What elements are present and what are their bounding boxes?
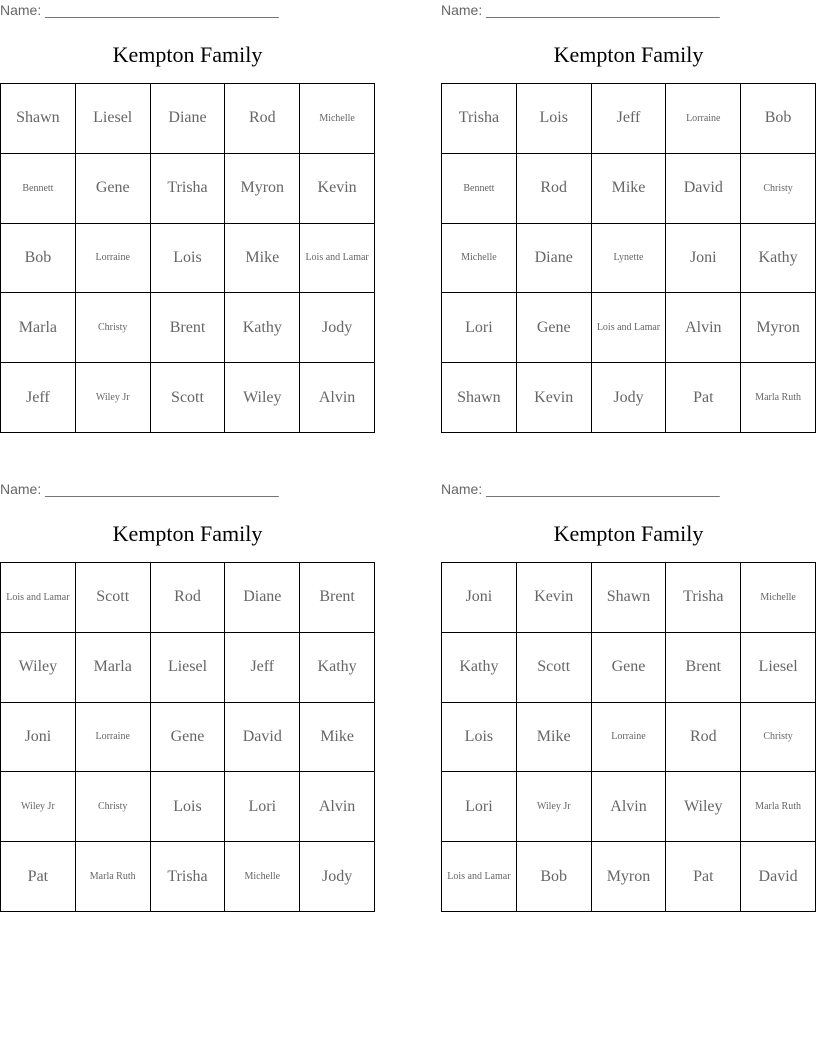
bingo-cell: Wiley [1, 633, 76, 703]
bingo-cell: Lori [442, 293, 517, 363]
bingo-cell: Rod [151, 563, 226, 633]
bingo-cell: Jody [300, 293, 375, 363]
bingo-cell: Diane [517, 224, 592, 294]
bingo-cell: Lois and Lamar [592, 293, 667, 363]
card-title: Kempton Family [553, 42, 704, 67]
bingo-grid [441, 83, 816, 433]
bingo-cell: Marla Ruth [741, 363, 816, 433]
bingo-cell: Michelle [300, 84, 375, 154]
bingo-cell: Mike [300, 703, 375, 773]
bingo-cell: Brent [666, 633, 741, 703]
bingo-cell: Christy [76, 772, 151, 842]
bingo-cell: Rod [666, 703, 741, 773]
bingo-cell: Rod [225, 84, 300, 154]
bingo-cell: Marla Ruth [76, 842, 151, 912]
name-field[interactable]: Name: ______________________________ [0, 2, 279, 18]
bingo-cell: Marla [1, 293, 76, 363]
bingo-cell: Lois [151, 224, 226, 294]
bingo-cell: Mike [225, 224, 300, 294]
name-field[interactable]: Name: ______________________________ [441, 481, 720, 497]
bingo-cell: Gene [517, 293, 592, 363]
name-field[interactable]: Name: ______________________________ [441, 2, 720, 18]
bingo-cell: Scott [76, 563, 151, 633]
bingo-cell: Lorraine [76, 224, 151, 294]
bingo-cell: Jeff [1, 363, 76, 433]
bingo-cell: Wiley Jr [76, 363, 151, 433]
bingo-cell: Lois [151, 772, 226, 842]
bingo-cell: Joni [666, 224, 741, 294]
bingo-cell: Bob [1, 224, 76, 294]
bingo-cell: David [666, 154, 741, 224]
bingo-cell: Liesel [76, 84, 151, 154]
bingo-cell: Trisha [151, 154, 226, 224]
bingo-cell: Pat [666, 363, 741, 433]
bingo-cell: Bennett [1, 154, 76, 224]
bingo-cell: Lori [225, 772, 300, 842]
bingo-card-4 [441, 479, 816, 911]
bingo-cell: Lynette [592, 224, 667, 294]
bingo-cell: Alvin [300, 363, 375, 433]
card-title: Kempton Family [112, 521, 263, 546]
bingo-cell: Bennett [442, 154, 517, 224]
bingo-cell: Kevin [300, 154, 375, 224]
bingo-cell: Trisha [442, 84, 517, 154]
bingo-cell: Scott [517, 633, 592, 703]
bingo-cell: David [741, 842, 816, 912]
name-field[interactable]: Name: ______________________________ [0, 481, 279, 497]
bingo-cell: Jody [300, 842, 375, 912]
bingo-cell: Lori [442, 772, 517, 842]
bingo-cell: Trisha [666, 563, 741, 633]
bingo-card-1 [0, 0, 375, 432]
bingo-cell: Jeff [592, 84, 667, 154]
bingo-cell: Pat [666, 842, 741, 912]
bingo-cell: Wiley [666, 772, 741, 842]
bingo-card-2 [441, 0, 816, 432]
bingo-cell: Christy [741, 154, 816, 224]
bingo-cell: Joni [442, 563, 517, 633]
bingo-cell: Alvin [592, 772, 667, 842]
bingo-cell: Wiley Jr [517, 772, 592, 842]
bingo-cell: Alvin [666, 293, 741, 363]
bingo-cell: Bob [517, 842, 592, 912]
bingo-cell: Scott [151, 363, 226, 433]
bingo-cell: Mike [517, 703, 592, 773]
bingo-cell: Bob [741, 84, 816, 154]
bingo-cell: Wiley [225, 363, 300, 433]
bingo-cell: Myron [741, 293, 816, 363]
bingo-cell: Shawn [442, 363, 517, 433]
bingo-cell: Myron [592, 842, 667, 912]
bingo-cell: Shawn [1, 84, 76, 154]
bingo-cell: Kathy [741, 224, 816, 294]
bingo-cell: Lois [517, 84, 592, 154]
bingo-cell: Marla Ruth [741, 772, 816, 842]
bingo-cell: Liesel [741, 633, 816, 703]
bingo-cell: Michelle [225, 842, 300, 912]
bingo-cell: Jeff [225, 633, 300, 703]
bingo-cell: Michelle [741, 563, 816, 633]
bingo-grid [441, 562, 816, 912]
bingo-cell: Alvin [300, 772, 375, 842]
bingo-cell: Jody [592, 363, 667, 433]
bingo-cell: Brent [151, 293, 226, 363]
bingo-cell: Diane [151, 84, 226, 154]
bingo-cell: Pat [1, 842, 76, 912]
bingo-cell: Lorraine [592, 703, 667, 773]
bingo-cell: Shawn [592, 563, 667, 633]
bingo-cell: Myron [225, 154, 300, 224]
bingo-cell: Wiley Jr [1, 772, 76, 842]
bingo-cell: Kathy [225, 293, 300, 363]
bingo-cell: Liesel [151, 633, 226, 703]
bingo-cell: Lorraine [666, 84, 741, 154]
bingo-cell: Gene [151, 703, 226, 773]
bingo-cell: Marla [76, 633, 151, 703]
bingo-cell: Christy [741, 703, 816, 773]
bingo-cell: Lorraine [76, 703, 151, 773]
bingo-cell: Lois and Lamar [1, 563, 76, 633]
bingo-cell: Michelle [442, 224, 517, 294]
bingo-cell: David [225, 703, 300, 773]
bingo-cell: Gene [592, 633, 667, 703]
bingo-grid [0, 562, 375, 912]
bingo-cell: Rod [517, 154, 592, 224]
bingo-cell: Kathy [442, 633, 517, 703]
bingo-cell: Kathy [300, 633, 375, 703]
card-title: Kempton Family [553, 521, 704, 546]
bingo-cell: Lois [442, 703, 517, 773]
bingo-cell: Trisha [151, 842, 226, 912]
bingo-cell: Lois and Lamar [300, 224, 375, 294]
bingo-cell: Brent [300, 563, 375, 633]
bingo-cell: Kevin [517, 363, 592, 433]
bingo-grid [0, 83, 375, 433]
bingo-cell: Gene [76, 154, 151, 224]
bingo-cell: Joni [1, 703, 76, 773]
bingo-cell: Kevin [517, 563, 592, 633]
bingo-cell: Lois and Lamar [442, 842, 517, 912]
bingo-cell: Christy [76, 293, 151, 363]
bingo-card-3 [0, 479, 375, 911]
card-title: Kempton Family [112, 42, 263, 67]
bingo-cell: Diane [225, 563, 300, 633]
bingo-cell: Mike [592, 154, 667, 224]
